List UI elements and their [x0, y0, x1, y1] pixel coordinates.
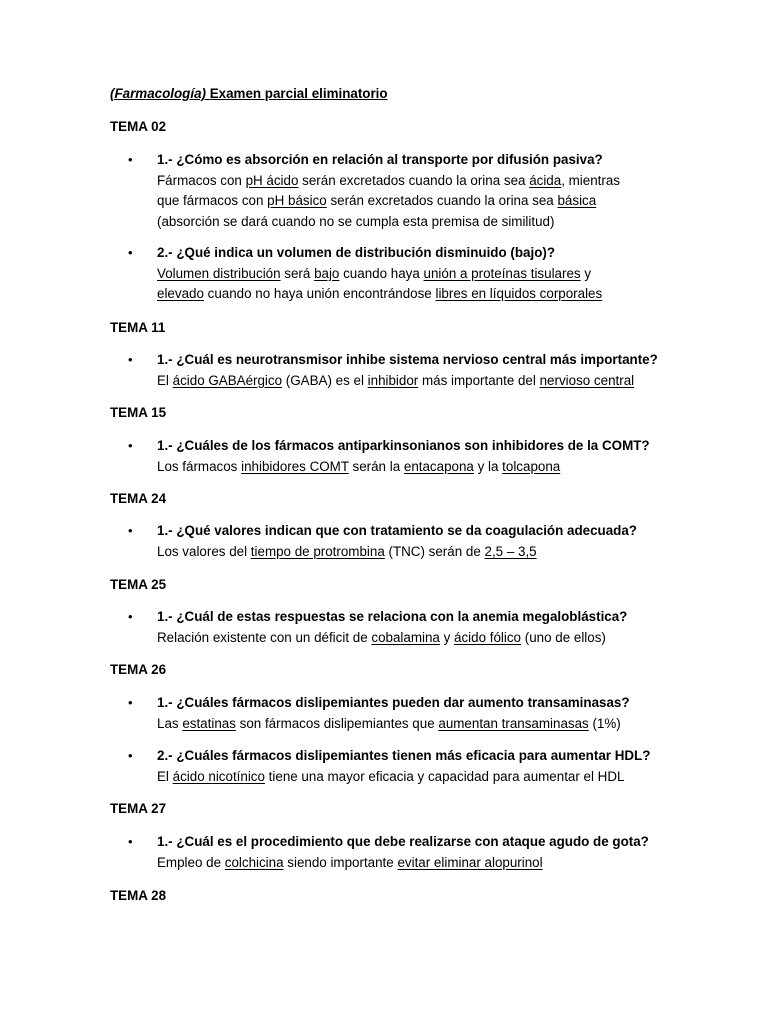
answer-keyterm: ácida: [529, 172, 562, 188]
answer-text: serán la: [348, 458, 404, 474]
answer-keyterm: ácido fólico: [454, 629, 522, 645]
answer-text: El: [157, 372, 173, 388]
answer-keyterm: pH básico: [267, 193, 327, 208]
answer-keyterm: ácido GABAérgico: [172, 372, 283, 388]
answer-keyterm: bajo: [314, 265, 340, 281]
section-heading: TEMA 28: [110, 888, 167, 903]
answer-text: Los fármacos: [157, 458, 242, 474]
answer-text: Empleo de: [157, 854, 225, 870]
answer-text: (uno de ellos): [521, 629, 606, 645]
answer-text: serán excretados cuando la orina sea: [326, 193, 558, 208]
answer-keyterm: inhibidores COMT: [241, 458, 349, 474]
question-text: 1.- ¿Cuáles fármacos dislipemiantes pueden dar aumento transaminasas?: [157, 695, 630, 710]
answer-line: [157, 853, 730, 874]
answer-text: (TNC) serán de: [384, 543, 485, 559]
question-item: [110, 832, 730, 873]
answer-line: [157, 284, 730, 305]
answer-text: (1%): [588, 715, 621, 731]
answer-line: [157, 714, 730, 735]
answer-text: cuando no haya unión encontrándose: [203, 286, 436, 301]
question-text: 1.- ¿Cuál es el procedimiento que debe realizarse con ataque agudo de gota?: [157, 834, 649, 849]
answer-keyterm: libres en líquidos corporales: [435, 286, 603, 301]
answer-line: [157, 371, 730, 392]
bullet-icon: •: [128, 748, 133, 763]
question-item: [110, 521, 730, 562]
answer-line: [157, 212, 730, 233]
section-heading: TEMA 15: [110, 405, 167, 420]
answer-line: [157, 264, 730, 285]
answer-keyterm: 2,5 – 3,5: [484, 543, 537, 559]
document-title-text: Examen parcial eliminatorio: [209, 86, 388, 101]
answer-keyterm: básica: [557, 193, 597, 208]
answer-keyterm: evitar eliminar alopurinol: [397, 854, 543, 870]
bullet-icon: •: [128, 523, 133, 538]
answer-text: cuando haya: [339, 265, 424, 281]
answer-keyterm: tiempo de protrombina: [250, 543, 385, 559]
answer-keyterm: nervioso central: [539, 372, 635, 388]
question-text: 2.- ¿Qué indica un volumen de distribución disminuido (bajo)?: [157, 245, 556, 260]
question-item: [110, 693, 730, 734]
section-heading: TEMA 02: [110, 119, 167, 134]
answer-keyterm: elevado: [157, 286, 204, 301]
section-heading: TEMA 26: [110, 662, 167, 677]
answer-keyterm: inhibidor: [367, 372, 419, 388]
answer-keyterm: tolcapona: [502, 458, 561, 474]
answer-text: (GABA) es el: [282, 372, 368, 388]
answer-text: serán excretados cuando la orina sea: [298, 172, 530, 188]
answer-keyterm: colchicina: [224, 854, 284, 870]
section-heading: TEMA 11: [110, 320, 166, 335]
bullet-icon: •: [128, 245, 133, 260]
answer-text: Las: [157, 715, 183, 731]
bullet-icon: •: [128, 352, 133, 367]
answer-text: siendo importante: [283, 854, 398, 870]
answer-keyterm: unión a proteínas tisulares: [423, 265, 581, 281]
answer-line: [157, 767, 730, 788]
answer-keyterm: aumentan transaminasas: [438, 715, 589, 731]
document-title: [110, 84, 388, 105]
answer-text: y: [439, 629, 455, 645]
answer-line: [157, 457, 730, 478]
question-text: 1.- ¿Cuál es neurotransmisor inhibe sistema nervioso central más importante?: [157, 352, 658, 367]
answer-text: será: [280, 265, 315, 281]
answer-line: [157, 542, 730, 563]
question-text: 1.- ¿Qué valores indican que con tratamiento se da coagulación adecuada?: [157, 523, 637, 538]
section-heading: TEMA 25: [110, 577, 167, 592]
section-heading: TEMA 24: [110, 491, 167, 506]
question-text: 1.- ¿Cuáles de los fármacos antiparkinsonianos son inhibidores de la COMT?: [157, 438, 650, 453]
answer-keyterm: pH ácido: [245, 172, 299, 188]
question-text: 1.- ¿Cómo es absorción en relación al transporte por difusión pasiva?: [157, 152, 603, 167]
bullet-icon: •: [128, 438, 133, 453]
question-item: [110, 746, 730, 787]
answer-text: , mientras: [561, 172, 620, 188]
answer-line: [157, 191, 730, 212]
question-text: 2.- ¿Cuáles fármacos dislipemiantes tienen más eficacia para aumentar HDL?: [157, 748, 651, 763]
answer-text: Fármacos con: [157, 172, 246, 188]
answer-text: Los valores del: [157, 543, 251, 559]
answer-keyterm: cobalamina: [371, 629, 440, 645]
answer-keyterm: Volumen distribución: [157, 265, 281, 281]
bullet-icon: •: [128, 609, 133, 624]
question-item: [110, 607, 730, 648]
answer-text: que fármacos con: [157, 193, 268, 208]
answer-text: y: [580, 265, 592, 281]
question-text: 1.- ¿Cuál de estas respuestas se relaciona con la anemia megaloblástica?: [157, 609, 628, 624]
answer-keyterm: estatinas: [182, 715, 236, 731]
question-item: [110, 350, 730, 391]
answer-text: más importante del: [418, 372, 540, 388]
bullet-icon: •: [128, 695, 133, 710]
answer-text: y la: [473, 458, 503, 474]
answer-text: Relación existente con un déficit de: [157, 629, 372, 645]
answer-text: (absorción se dará cuando no se cumpla esta premisa de similitud): [157, 213, 555, 229]
question-item: [110, 243, 730, 305]
answer-line: [157, 628, 730, 649]
bullet-icon: •: [128, 152, 133, 167]
answer-text: El: [157, 768, 173, 784]
question-item: [110, 436, 730, 477]
bullet-icon: •: [128, 834, 133, 849]
answer-text: tiene una mayor eficacia y capacidad para aumentar el HDL: [264, 768, 625, 784]
answer-text: son fármacos dislipemiantes que: [235, 715, 439, 731]
answer-keyterm: entacapona: [403, 458, 474, 474]
question-item: [110, 150, 730, 232]
section-heading: TEMA 27: [110, 801, 167, 816]
document-subject: (Farmacología): [110, 86, 206, 101]
answer-keyterm: ácido nicotínico: [172, 768, 265, 784]
answer-line: [157, 171, 730, 192]
